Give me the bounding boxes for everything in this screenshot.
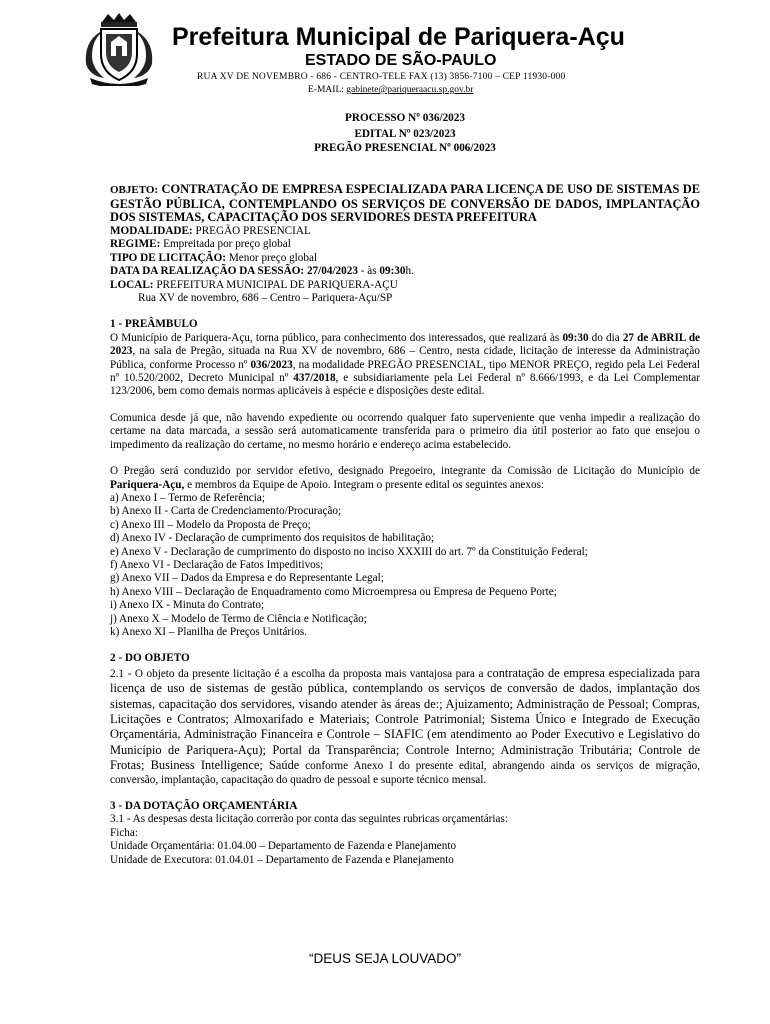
objeto-text: CONTRATAÇÃO DE EMPRESA ESPECIALIZADA PARA LICENÇA DE USO DE SISTEMAS DE GESTÃO PÚBLICA, CONTEMPLANDO OS SERVIÇOS DE CONVERSÃO DE DADOS, IMPLANTAÇÃO DOS SISTEMAS, CAPACITAÇÃO DOS SERVIDORES DESTA PREFEITURA <box>110 182 700 225</box>
local-line <box>110 279 700 292</box>
data-sessao-label: DATA DA REALIZAÇÃO DA SESSÃO: 27/04/2023 <box>110 265 358 278</box>
list-item: d) Anexo IV - Declaração de cumprimento dos requisitos de habilitação; <box>110 532 435 545</box>
local-value: PREFEITURA MUNICIPAL DE PARIQUERA-AÇU <box>156 278 398 291</box>
p1-decreto: 437/2018 <box>293 372 336 385</box>
list-item: j) Anexo X – Modelo de Termo de Ciência e Notificação; <box>110 612 367 625</box>
preambulo-paragraph-2: Comunica desde já que, não havendo expediente ou ocorrendo qualquer fato superveniente que venha impedir a realização do certame na data marcada, a sessão será automaticamente transferida para o primeiro dia útil posterior ao fato que ensejou o impedimento da realização do certame, no mesmo horário e endereço acima estabelecido. <box>110 411 700 451</box>
anexos-list <box>110 492 700 639</box>
edital-number: EDITAL Nº 023/2023 <box>354 128 456 141</box>
objeto-text-b: contratação de empresa especializada para licença de uso de sistemas de gestão pública, contemplando os serviços de conversão de dados, implantação dos sistemas, capacitação dos servidores, visando atender às áreas de:; Ajuizamento; Administração de Pessoal; Compras, Licitações e Contratos; Almoxarifado e Materiais; Controle Patrimonial; Sistema Único e Integrado de Execução Orçamentária, Administração Financeira e Controle – SIAFIC (em atendimento ao Poder Executivo e Legislativo do Município de Pariquera-Açu); Portal da Transparência; Controle Interno; Administração Tributária; Controle de Frotas; Business Intelligence; Saúde <box>110 665 700 773</box>
email-link[interactable]: gabinete@pariqueraacu.sp.gov.br <box>346 85 474 95</box>
dotacao-ficha: Ficha: <box>110 826 138 839</box>
modalidade-value: PREGÃO PRESENCIAL <box>195 225 311 237</box>
list-item: f) Anexo VI - Declaração de Fatos Impeditivos; <box>110 558 324 571</box>
list-item: b) Anexo II - Carta de Credenciamento/Procuração; <box>110 505 342 518</box>
header-address: RUA XV DE NOVEMBRO - 686 - CENTRO-TELE FAX (13) 3856-7100 – CEP 11930-000 <box>197 72 566 82</box>
data-sessao-line <box>110 265 700 278</box>
municipal-coat-of-arms-icon <box>78 12 160 86</box>
p1-processo: 036/2023 <box>250 358 293 371</box>
list-item: h) Anexo VIII – Declaração de Enquadramento como Microempresa ou Empresa de Pequeno Porte; <box>110 585 557 598</box>
preambulo-heading: 1 - PREÂMBULO <box>110 318 198 331</box>
list-item: i) Anexo IX - Minuta do Contrato; <box>110 599 265 612</box>
p3-text-a: O Pregão será conduzido por servidor efetivo, designado Pregoeiro, integrante da Comissão de Licitação do Município de <box>110 465 700 478</box>
tipo-value: Menor preço global <box>228 251 318 264</box>
page-title: Prefeitura Municipal de Pariquera-Açu <box>172 23 625 51</box>
list-item: k) Anexo XI – Planilha de Preços Unitários. <box>110 625 307 638</box>
document-body <box>110 112 700 867</box>
processo-number: PROCESSO Nº 036/2023 <box>345 112 465 124</box>
p1-text-a: O Município de Pariquera-Açu, torna público, para conhecimento dos interessados, que realizará às <box>110 331 563 344</box>
objeto-text-a: 2.1 - O objeto da presente licitação é a escolha da proposta mais vantajosa para a <box>110 667 488 680</box>
list-item: g) Anexo VII – Dados da Empresa e do Representante Legal; <box>110 572 384 585</box>
email-label: E-MAIL <box>308 85 342 95</box>
data-sessao-hora: 09:30 <box>379 265 406 278</box>
tipo-line <box>110 252 700 265</box>
preambulo-paragraph-1 <box>110 332 700 399</box>
objeto-heading: 2 - DO OBJETO <box>110 652 190 665</box>
regime-label: REGIME: <box>110 238 161 251</box>
objeto-block <box>110 183 700 225</box>
p3-text-c: e membros da Equipe de Apoio. Integram o presente edital os seguintes anexos: <box>184 478 545 491</box>
data-sessao-mid: - às <box>357 265 380 278</box>
p3-municipio: Pariquera-Açu, <box>110 478 185 491</box>
data-sessao-end: h. <box>405 265 414 278</box>
dotacao-unidade-executora: Unidade de Executora: 01.04.01 – Departamento de Fazenda e Planejamento <box>110 853 454 866</box>
p1-text-i: , e subsidiariamente pela Lei Federal nº 8.666/1993, e da Lei Complementar 123/2006, bem como demais normas aplicáveis à espécie e disposições deste edital. <box>110 372 701 398</box>
list-item: e) Anexo V - Declaração de cumprimento do disposto no inciso XXXIII do art. 7º da Constituição Federal; <box>110 545 588 558</box>
p1-hora: 09:30 <box>562 331 589 344</box>
dotacao-heading: 3 - DA DOTAÇÃO ORÇAMENTÁRIA <box>110 800 298 813</box>
local-label: LOCAL: <box>110 278 154 291</box>
objeto-label: OBJETO: <box>110 184 159 197</box>
p1-text-e: , na sala de Pregão, situada na Rua XV de novembro, 686 – Centro, nesta cidade, licitação de interesse da Administração Pública, conforme Processo nº <box>110 345 700 371</box>
objeto-text-c: conforme Anexo I do presente edital, abrangendo ainda os serviços de migração, conversão, implantação, capacitação do quadro de pessoal e suporte técnico mensal. <box>110 760 700 786</box>
pregao-number: PREGÃO PRESENCIAL Nº 006/2023 <box>314 141 496 154</box>
list-item: c) Anexo III – Modelo da Proposta de Preço; <box>110 518 311 531</box>
p1-text-g: , na modalidade PREGÃO PRESENCIAL, tipo MENOR PREÇO, regido pela Lei Federal nº 10.520/2002, Decreto Municipal nº <box>110 358 700 385</box>
modalidade-label: MODALIDADE: <box>110 225 193 237</box>
objeto-paragraph <box>110 666 700 787</box>
p1-text-c: do dia <box>588 331 623 344</box>
local-address: Rua XV de novembro, 686 – Centro – Pariquera-Açu/SP <box>138 292 393 305</box>
dotacao-unidade-orcamentaria: Unidade Orçamentária: 01.04.00 – Departamento de Fazenda e Planejamento <box>110 840 457 853</box>
footer-motto: “DEUS SEJA LOUVADO” <box>308 951 462 966</box>
list-item: a) Anexo I – Termo de Referência; <box>110 491 265 504</box>
state-subtitle: ESTADO DE SÃO-PAULO <box>305 52 497 69</box>
preambulo-paragraph-3 <box>110 465 700 492</box>
p1-data: 27 de ABRIL de 2023 <box>110 331 701 358</box>
modalidade-line <box>110 225 700 238</box>
regime-line <box>110 238 700 251</box>
regime-value: Empreitada por preço global <box>163 238 291 251</box>
tipo-label: TIPO DE LICITAÇÃO: <box>110 251 227 264</box>
dotacao-line-1: 3.1 - As despesas desta licitação correrão por conta das seguintes rubricas orçamentárias: <box>110 813 508 826</box>
header-email: E-MAIL: gabinete@pariqueraacu.sp.gov.br <box>308 85 474 95</box>
